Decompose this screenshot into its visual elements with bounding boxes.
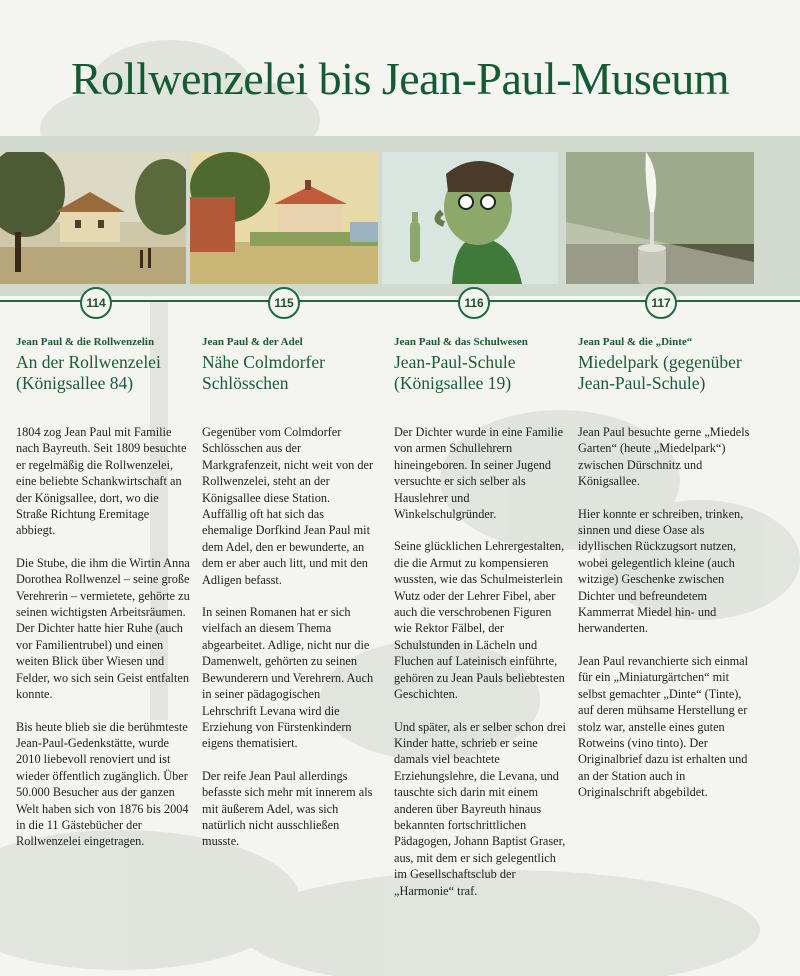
station-heading: An der Rollwenzelei (Königsallee 84) [16,352,161,393]
timeline-line [0,300,800,302]
station-116-column [394,336,568,394]
station-number-116: 116 [458,287,490,319]
station-subtitle: Jean Paul & die Rollwenzelin [16,336,155,348]
paragraph: Der reife Jean Paul allerdings befasste sich mehr mit innerem als mit äußerem Adel, was sich natürlich nicht ausschließen musste. [202,768,373,849]
paragraph: 1804 zog Jean Paul mit Familie nach Bayreuth. Seit 1809 besuchte er regelmäßig die Rollwenzelei, eine beliebte Schankwirtschaft an der Königsallee, dort, wo die Straße Richtung Eremitage abbiegt. [16,425,187,538]
station-heading: Miedelpark (gegenüber Jean-Paul-Schule) [578,352,742,393]
paragraph: Der Dichter wurde in eine Familie von armen Schullehrern hineingeboren. In seiner Jugend versuchte er sich selber als Hauslehrer und Winkelschulgründer. [394,425,564,522]
paragraph: Jean Paul besuchte gerne „Miedels Garten“ (heute „Miedelpark“) zwischen Dürschnitz und Königsallee. [578,425,750,489]
station-subtitle: Jean Paul & das Schulwesen [394,336,528,348]
station-subtitle: Jean Paul & die „Dinte“ [578,336,693,348]
paragraph: Hier konnte er schreiben, trinken, sinnen und diese Oase als idyllischen Rückzugsort nutzen, wobei gelegentlich kleine (auch witzige) Geschenke zwischen Dichter und befreundetem Kammerrat Miedel hin- und herwanderten. [578,506,744,636]
station-heading: Jean-Paul-Schule (Königsallee 19) [394,352,516,393]
station-114-column [16,336,190,394]
station-number-114: 114 [80,287,112,319]
station-number-117: 117 [645,287,677,319]
station-117-text [578,424,752,817]
paragraph: In seinen Romanen hat er sich vielfach an diesem Thema abgearbeitet. Adlige, nicht nur die Damenwelt, gehörten zu seinen Bewunderern und Verehrern. Auch in seiner pädagogischen Lehrschrift Levana wird die Erziehung von Fürstenkindern eigens thematisiert. [202,605,374,751]
station-116-image [382,152,558,284]
paragraph: Seine glücklichen Lehrergestalten, die die Armut zu kompensieren wussten, wie das Schulmeisterlein Wutz oder der Lehrer Fibel, aber auch die verschrobenen Figuren wie Rektor Fälbel, der Schulstunden in Lächeln und Fluchen auf Lateinisch einführte, gehören zu Jean Pauls beliebtesten Geschichten. [394,539,565,702]
station-116-text [394,424,568,915]
station-heading: Nähe Colmdorfer Schlösschen [202,352,325,393]
station-114-text [16,424,190,866]
paragraph: Die Stube, die ihm die Wirtin Anna Dorothea Rollwenzel – seine große Verehrerin – vermietete, gehörte zu seinen wichtigsten Arbeitsräumen. Der Dichter hatte hier Ruhe (auch vor Familientrubel) und einen weiten Blick über Wiesen und Felder, wo sich sein Geist entfalten konnte. [16,555,190,702]
station-117-column [578,336,752,394]
station-subtitle: Jean Paul & der Adel [202,336,303,348]
paragraph: Bis heute blieb sie die berühmteste Jean-Paul-Gedenkstätte, wurde 2010 liebevoll renoviert und ist wieder öffentlich zugänglich. Über 50.000 Besucher aus der ganzen Welt haben sich von 1876 bis 2004 in die 11 Gästebücher der Rollwenzelei eingetragen. [16,719,189,849]
station-117-image [566,152,754,284]
paragraph: Gegenüber vom Colmdorfer Schlösschen aus der Markgrafenzeit, nicht weit von der Rollwenzelei, steht an der Königsallee diese Station. Auffällig oft hat sich das ehemalige Dorfkind Jean Paul mit dem Adel, den er bewunderte, an dem er aber auch litt, und mit den Adligen befasst. [202,425,374,587]
station-115-column [202,336,376,394]
station-number-115: 115 [268,287,300,319]
station-115-text [202,424,376,866]
paragraph: Jean Paul revanchierte sich einmal für ein „Miniaturgärtchen“ mit selbst gemachter „Dinte“ (Tinte), auf deren mühsame Herstellung er stolz war, anstelle eines guten Rotweins (vino tinto). Der Originalbrief dazu ist erhalten und an der Station auch in Originalschrift abgebildet. [578,653,749,800]
station-115-image [190,152,378,284]
page-title: Rollwenzelei bis Jean-Paul-Museum [70,53,730,104]
paragraph: Und später, als er selber schon drei Kinder hatte, schrieb er seine damals viel beachtete Erziehungslehre, die Levana, und tauschte sich darin mit einem anderen über Bayreuth hinaus bekannten fortschrittlichen Pädagogen, Johann Baptist Graser, aus, mit dem er sich gelegentlich im Gesellschaftsclub der „Harmonie“ traf. [394,719,566,898]
station-114-image [0,152,186,284]
